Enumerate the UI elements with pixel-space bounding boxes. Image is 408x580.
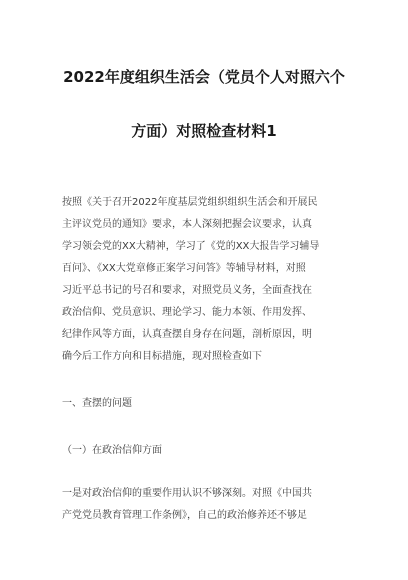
body-paragraph	[62, 483, 362, 527]
intro-line: 学习领会党的XX大精神，学习了《党的XX大报告学习辅导	[62, 241, 320, 252]
body-line: 产党党员教育管理工作条例》，自己的政治修养还不够足	[62, 510, 307, 521]
intro-line: 按照《关于召开2022年度基层党组织组织生活会和开展民	[62, 197, 318, 208]
intro-line: 政治信仰、党员意识、理论学习、能力本领、作用发挥、	[62, 307, 312, 318]
intro-line: 纪律作风等方面，认真查摆自身存在问题，剖析原因，明	[62, 329, 312, 340]
section-heading: 一、查摆的问题	[62, 398, 132, 409]
document-title-line-2: 方面）对照检查材料1	[131, 122, 277, 140]
intro-line: 习近平总书记的号召和要求，对照党员义务，全面查找在	[62, 285, 312, 296]
intro-line: 百问》、《XX大党章修正案学习问答》等辅导材料，对照	[62, 263, 306, 274]
document-title-line-1: 2022年度组织生活会（党员个人对照六个	[63, 68, 345, 86]
intro-line: 主评议党员的通知》要求，本人深刻把握会议要求，认真	[62, 219, 312, 230]
body-line: 一是对政治信仰的重要作用认识不够深刻。对照《中国共	[62, 488, 312, 499]
intro-line: 确今后工作方向和目标措施，现对照检查如下	[62, 351, 262, 362]
subsection-heading: （一）在政治信仰方面	[62, 445, 162, 456]
intro-paragraph	[62, 192, 362, 368]
